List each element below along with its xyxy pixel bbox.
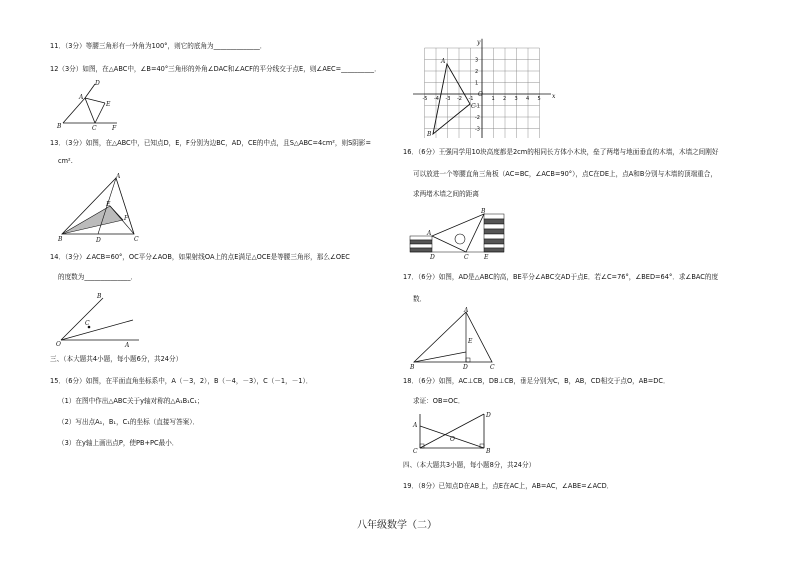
question-18: 18．（6分）如图，AC⊥CB，DB⊥CB，垂足分别为C，B，AB，CD相交于点O，AB=DC． bbox=[403, 377, 670, 385]
question-14: 14．（3分）∠ACB=60°，OC平分∠AOB，如果射线OA上的点E满足△OCE是等腰三角形，那么∠OEC bbox=[50, 253, 350, 261]
figure-q12 bbox=[55, 78, 125, 134]
question-15-part-3: （3）在y轴上画出点P，使PB+PC最小． bbox=[58, 439, 179, 447]
question-17: 17．（6分）如图，AD是△ABC的高，BE平分∠ABC交AD于点E．若∠C=76°，∠BED=64°．求∠BAC的度 bbox=[403, 273, 719, 281]
tick-label-x: 5 bbox=[537, 96, 541, 102]
tick-label-y: -3 bbox=[475, 126, 480, 133]
question-12: 12（3分）如图，在△ABC中，∠B=40°三角形的外角∠DAC和∠ACF的平分线交于点E，则∠AEC=__________． bbox=[50, 65, 381, 73]
section-4-heading: 四、（本大题共3小题，每小题8分，共24分） bbox=[403, 461, 536, 469]
figure-q16 bbox=[408, 206, 508, 262]
label-O: O bbox=[56, 341, 61, 348]
question-13: 13．（3分）如图，在△ABC中，已知点D，E，F分别为边BC，AD，CE的中点，且S△ABC=4cm²，则S阴影= bbox=[50, 139, 371, 147]
section-3-heading: 三、（本大题共4小题，每小题6分，共24分） bbox=[50, 355, 183, 363]
label-C: C bbox=[490, 364, 495, 370]
label-C: C bbox=[134, 236, 139, 243]
label-D: D bbox=[463, 364, 468, 370]
label-A: A bbox=[464, 307, 469, 314]
tick-label-x: 2 bbox=[503, 96, 507, 102]
figure-q17 bbox=[408, 306, 498, 370]
label-A: A bbox=[441, 58, 446, 65]
tick-label-x: -5 bbox=[422, 96, 428, 102]
label-B: B bbox=[58, 236, 63, 243]
question-13-unit: cm². bbox=[58, 157, 73, 165]
label-O: O bbox=[478, 91, 483, 98]
label-C: C bbox=[471, 103, 476, 110]
figure-q14 bbox=[55, 290, 145, 348]
tick-label-x: -1 bbox=[468, 96, 474, 102]
label-E: E bbox=[468, 338, 473, 345]
tick-label-y: 3 bbox=[475, 57, 479, 64]
label-C: C bbox=[464, 254, 469, 261]
tick-label-y: -2 bbox=[475, 115, 480, 121]
question-15-part-1: （1）在图中作出△ABC关于y轴对称的△A₁B₁C₁； bbox=[58, 397, 204, 405]
label-E: E bbox=[484, 254, 489, 261]
label-D: D bbox=[430, 254, 435, 261]
label-E: E bbox=[106, 201, 111, 208]
tick-label-y: 2 bbox=[475, 69, 479, 75]
label-B: B bbox=[486, 448, 491, 455]
label-A: A bbox=[79, 94, 84, 101]
right-wall bbox=[484, 214, 504, 252]
question-19: 19．（8分）已知点D在AB上，点E在AC上，AB=AC，∠ABE=∠ACD． bbox=[403, 482, 614, 490]
label-A: A bbox=[116, 173, 121, 180]
tick-label-x: 4 bbox=[526, 96, 530, 102]
tick-label-y: 1 bbox=[475, 80, 479, 87]
label-y: y bbox=[477, 39, 481, 46]
question-14-blank: 的度数为______________． bbox=[58, 273, 138, 281]
tick-label-x: -4 bbox=[434, 96, 439, 102]
label-D: D bbox=[95, 80, 100, 87]
question-17-line-2: 数． bbox=[413, 295, 427, 303]
label-F: F bbox=[112, 125, 117, 132]
label-D: D bbox=[486, 412, 491, 419]
label-x: x bbox=[552, 93, 556, 100]
tick-label-y: -1 bbox=[475, 103, 480, 110]
page-footer: 八年级数学（二） bbox=[357, 520, 437, 531]
question-11: 11．（3分）等腰三角形有一外角为100°，则它的底角为______________． bbox=[50, 42, 267, 50]
label-O: O bbox=[450, 436, 455, 443]
label-B: B bbox=[427, 131, 432, 138]
figure-q13 bbox=[56, 172, 146, 246]
tick-label-x: -3 bbox=[445, 96, 451, 102]
tick-label-x: 3 bbox=[514, 96, 518, 102]
question-16-line-3: 求两堵木墙之间的距离 bbox=[413, 190, 479, 198]
label-B: B bbox=[481, 208, 486, 215]
left-wall bbox=[410, 236, 432, 252]
question-15: 15．（6分）如图，在平面直角坐标系中，A（－3，2），B（－4，－3），C（－1，－1）． bbox=[50, 377, 313, 385]
label-D: D bbox=[96, 237, 101, 244]
figure-q18 bbox=[408, 408, 496, 456]
label-A: A bbox=[413, 422, 418, 429]
tick-label-x: 1 bbox=[491, 96, 495, 102]
coordinate-grid-q15 bbox=[410, 38, 560, 138]
tick-label-x: -2 bbox=[457, 96, 462, 102]
label-C: C bbox=[92, 125, 97, 132]
label-C: C bbox=[413, 448, 418, 455]
question-15-part-2: （2）写出点A₁，B₁，C₁的坐标（直接写答案）． bbox=[58, 418, 200, 426]
question-18-prove: 求证：OB=OC． bbox=[413, 397, 465, 405]
label-A: A bbox=[125, 342, 130, 348]
question-16: 16．（6分）王强同学用10块高度都是2cm的相同长方体小木块，垒了两堵与地面垂直的木墙，木墙之间刚好 bbox=[403, 148, 719, 156]
label-B: B bbox=[57, 123, 62, 130]
label-C: C bbox=[85, 320, 90, 327]
label-B: B bbox=[410, 364, 415, 370]
label-E: E bbox=[106, 101, 111, 108]
question-16-line-2: 可以放进一个等腰直角三角板（AC=BC，∠ACB=90°），点C在DE上，点A和B分别与木墙的顶端重合， bbox=[413, 170, 717, 178]
label-A: A bbox=[427, 230, 432, 237]
label-F: F bbox=[124, 215, 129, 222]
label-B: B bbox=[97, 293, 102, 300]
